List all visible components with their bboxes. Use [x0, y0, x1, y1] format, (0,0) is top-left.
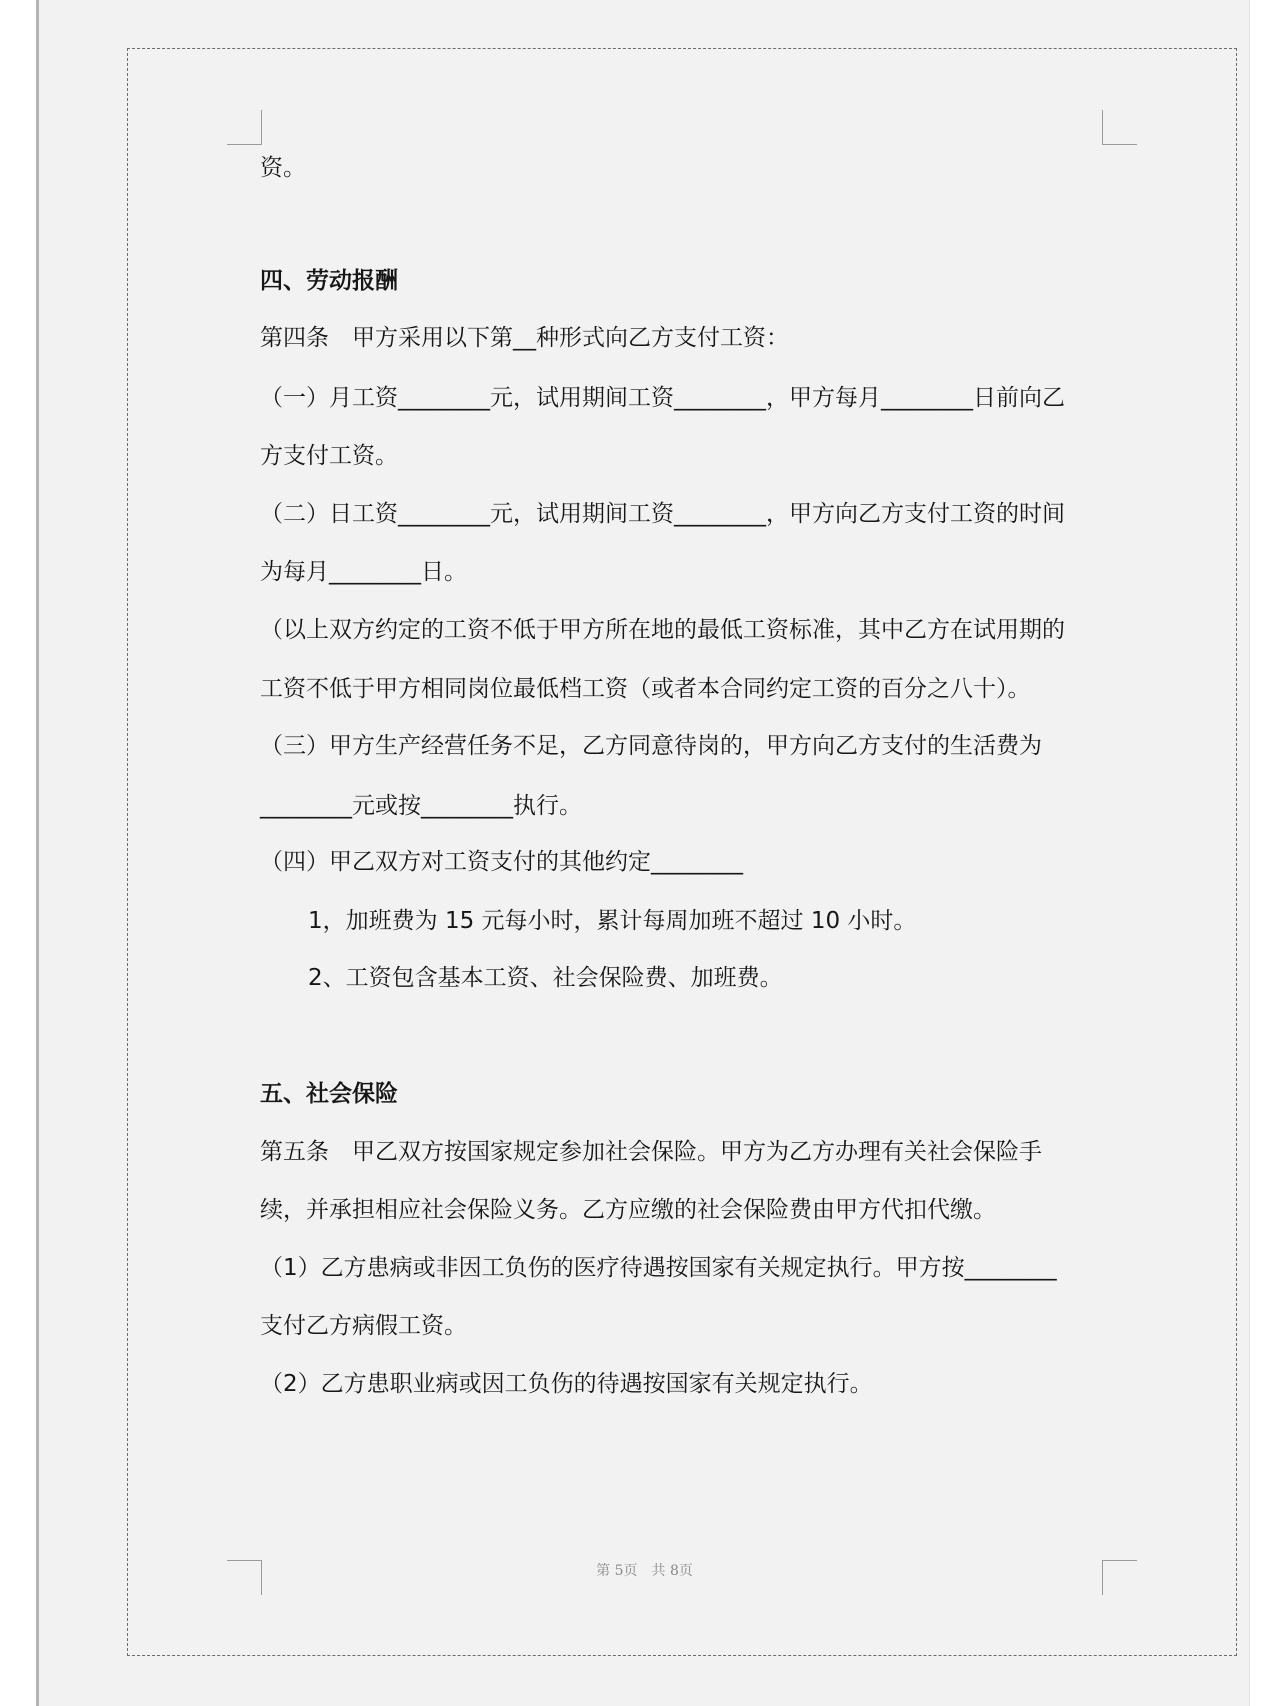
text-line: 方支付工资。: [260, 443, 398, 469]
text-line: （四）甲乙双方对工资支付的其他约定________: [260, 849, 743, 875]
text-line: 工资不低于甲方相同岗位最低档工资（或者本合同约定工资的百分之八十）。: [260, 676, 1031, 702]
crop-mark-top-right: [1102, 110, 1137, 145]
text-line: （二）日工资________元，试用期间工资________，甲方向乙方支付工资的时间: [260, 501, 1065, 527]
section-heading-labor-pay: 四、劳动报酬: [260, 268, 398, 294]
text-line: 支付乙方病假工资。: [260, 1313, 467, 1339]
text-line: （一）月工资________元，试用期间工资________，甲方每月________日前向乙: [260, 385, 1065, 411]
text-line: 续，并承担相应社会保险义务。乙方应缴的社会保险费由甲方代扣代缴。: [260, 1197, 996, 1223]
page-number-footer: 第 5页 共 8页: [596, 1563, 693, 1579]
right-gutter: [1249, 0, 1280, 1706]
text-line: 为每月________日。: [260, 559, 467, 585]
text-line: ________元或按________执行。: [260, 793, 582, 819]
text-line: 第五条 甲乙双方按国家规定参加社会保险。甲方为乙方办理有关社会保险手: [260, 1139, 1042, 1165]
text-line: 资。: [260, 155, 306, 181]
list-item: 1，加班费为 15 元每小时，累计每周加班不超过 10 小时。: [308, 908, 917, 934]
text-line: 第四条 甲方采用以下第__种形式向乙方支付工资：: [260, 325, 789, 351]
text-line: （2）乙方患职业病或因工负伤的待遇按国家有关规定执行。: [260, 1371, 873, 1397]
document-page: [39, 0, 1250, 1706]
list-item: 2、工资包含基本工资、社会保险费、加班费。: [308, 965, 783, 991]
left-gutter: [0, 0, 39, 1706]
text-line: （以上双方约定的工资不低于甲方所在地的最低工资标准，其中乙方在试用期的: [260, 617, 1065, 643]
crop-mark-top-left: [227, 110, 262, 145]
text-line: （三）甲方生产经营任务不足，乙方同意待岗的，甲方向乙方支付的生活费为: [260, 733, 1042, 759]
text-line: （1）乙方患病或非因工负伤的医疗待遇按国家有关规定执行。甲方按________: [260, 1255, 1057, 1281]
section-heading-social-insurance: 五、社会保险: [260, 1081, 398, 1107]
